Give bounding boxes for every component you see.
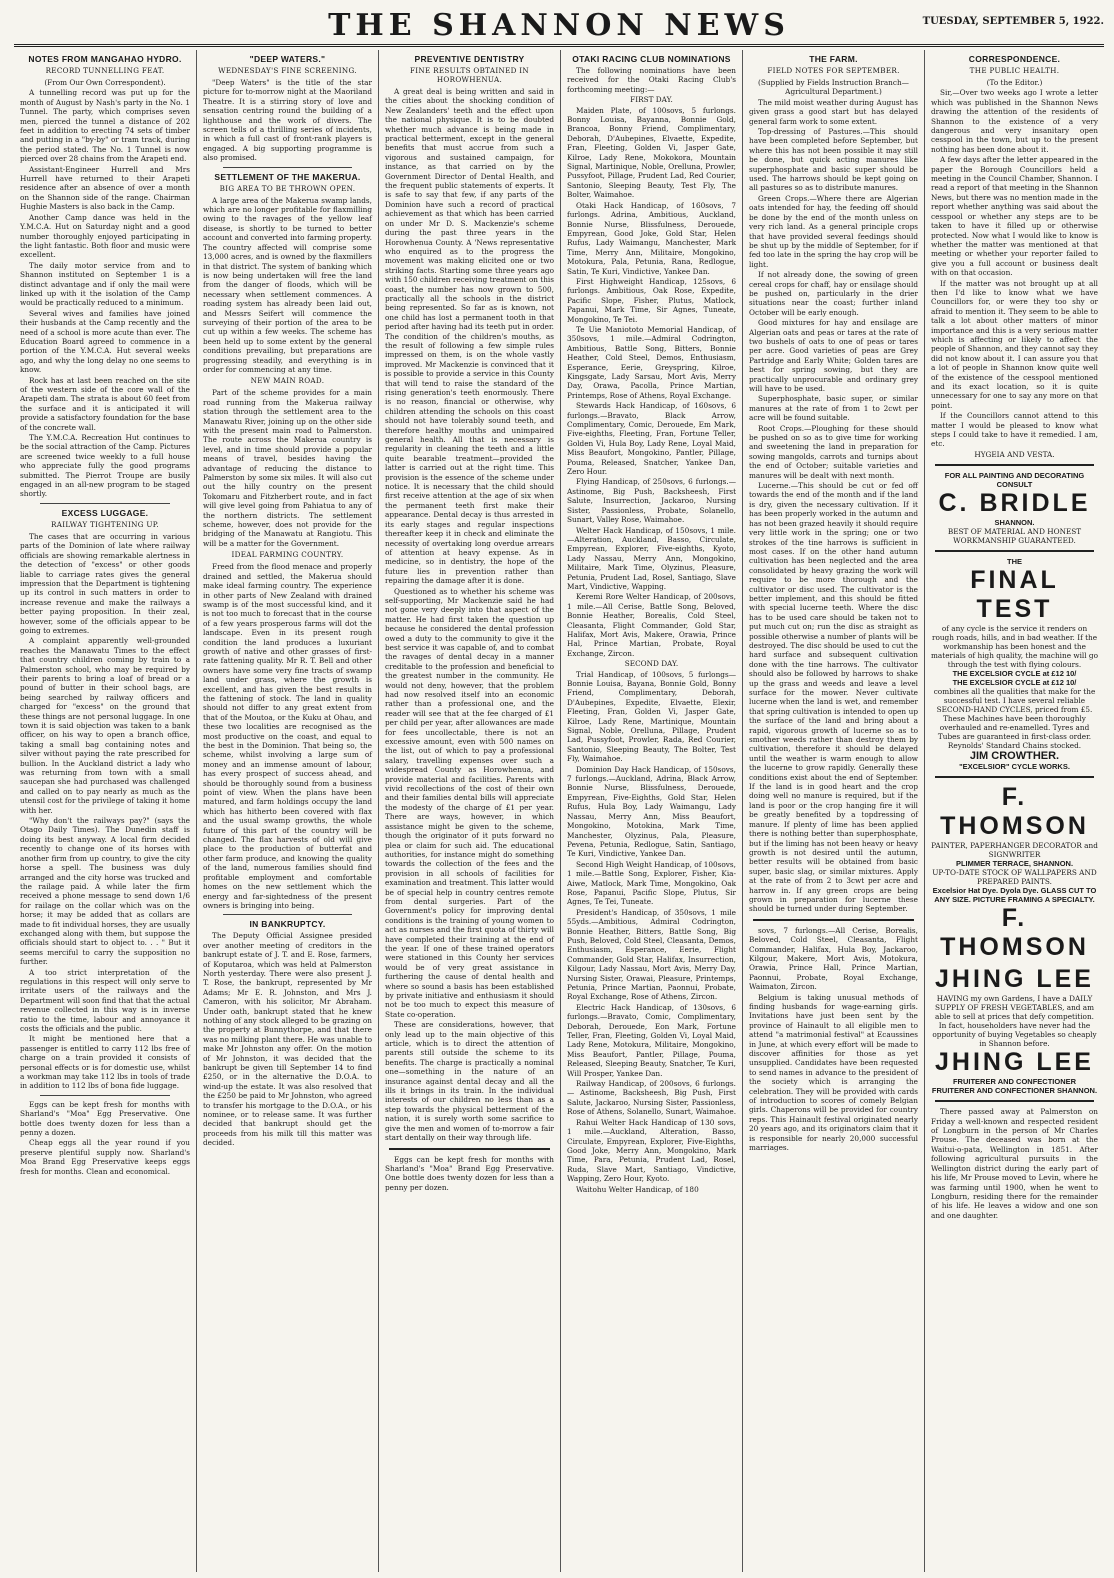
paragraph: Freed from the flood menace and properly drained and settled, the Makerua should make ideal farming country. The experience in other parts of New Zealand with drained swamp is of the most successful kind, and it is not too much to forecast that in the course of a few years prosperous farms will dot the landscape. Even in its present rough condition the land produces a luxuriant growth of native and other grasses of first-rate fattening quality. Mr R. T. Bell and other owners have some very fine tracts of swamp land under grass, where the growth is excellent, and has given the best results in the fattening of stock. The land in quality should not differ to any great extent from that of the Moutoa, or the Kuku at Ohau, and these two localities are recognised as the most productive on the coast, and equal to the best in the Dominion. That being so, the scheme, whilst involving a large sum of money and an immense amount of labour, has every prospect of success ahead, and should be thoroughly sound from a business point of view. When the plans have been matured, and farm holdings occupy the land which has hitherto been covered with flax and the usual swamp growths, the whole future of this part of the country will be changed. The flax harvests of old will give place to the production of butterfat and other farm produce, and knowing the quality of the land, numerous families should find profitable employment and comfortable homes on the new settlement which the energy and far-sightedness of the present owners is bringing into being.: [203, 562, 372, 910]
article-body: [20, 78, 190, 499]
divider: [40, 1095, 170, 1096]
paragraph: The daily motor service from and to Shannon instituted on September 1 is a distinct advantage and if only the mail were linked up with it the isolation of the Camp would be practically reduced to a minimum.: [20, 260, 190, 308]
article-heading: THE FARM.: [809, 54, 858, 64]
issue-date: TUESDAY, SEPTEMBER 5, 1922.: [922, 16, 1104, 27]
divider: [753, 919, 914, 921]
divider: [935, 550, 1094, 552]
advert-name: F. THOMSON: [940, 783, 1089, 841]
paragraph: Cheap eggs all the year round if you preserve plentiful supply now. Sharland's Moa Brand Egg Preservative keeps eggs fresh for months. Clean and economical.: [20, 1138, 190, 1176]
paragraph: Lucerne.—This should be cut or fed off towards the end of the month and if the land is dry, given the necessary cultivation. If it has been properly worked in the autumn and has not been grazed heavily it should require very little work in the spring; one or two strokes of the tine harrows is sufficient in most cases. If on the other hand autumn cultivation has been neglected and the area consolidated by heavy grazing the work will require to be more thorough and the cultivator or disc used. The cultivator is the better implement, and this should be fitted with special lucerne teeth. Where the disc has to be used care should be taken not to put much cut on; run the disc as straight as possible otherwise a number of plants will be destroyed. The disc should be used to cut the hard surface and subsequent cultivation done with the tine harrows. The cultivator should also be followed by harrows to shake up the grass and weeds and leave a level surface for the mower. Never cultivate lucerne when the land is wet, and remember that spring cultivation is intended to open up the surface of the land and bring about a rapid, vigorous growth of lucerne so as to smother weeds rather than destroy them by cultivation, therefore it should be delayed until the weather is warm enough to allow the lucerne to grow rapidly. Generally these conditions exist about the end of September. If the land is in good heart and the crop doing well no manure is required, but if the land is poor or the crop hanging fire it will be greatly benefited by a topdressing of manure. If plenty of lime has been applied there is nothing better than superphosphate, but if the liming has not been heavy or heavy growth is not desired until the autumn, better results will be obtained from basic super, basic slag, or similar mixtures. Apply at the rate of from 2 to 3cwt per acre and harrow in. If any green crops are being grown in preparation for lucerne these should be turned under during September.: [749, 481, 918, 914]
paragraph: Waitohu Welter Handicap, of 180: [576, 1184, 699, 1194]
letter-signature: HYGEIA AND VESTA.: [974, 449, 1055, 459]
article-body: [203, 78, 372, 163]
article-subheading: FIELD NOTES FOR SEPTEMBER.: [767, 66, 900, 75]
paragraph: These are considerations, however, that only lead up to the main objective of this article, which is to direct the attention of parents still outside the scheme to its benefits. The charge is practically a nominal one—something in the nature of an insurance against dental decay and all the ills it brings in its train. In the individual interests of our children no less than as a step towards the physical betterment of the nation, it is surely worth some sacrifice to give the men and women of to-morrow a fair start dentally on their way through life.: [385, 1020, 554, 1143]
column-5: [742, 50, 924, 1572]
paragraph: Otaki Hack Handicap, of 160sovs, 7 furlongs. Adrina, Ambitious, Auckland, Bonnie Nurse, Blissfulness, Derouede, Empyrean, Good Joke, Gold Star, Helen Rufus, Lady Waimangu, Manchester, Mark Time, Merry Ann, Militaire, Mongokino, Motokura, Pala, Petunia, Rana, Redlogue, Satin, Te Kuri, Vindictive, Yankee Dan.: [567, 200, 736, 276]
paragraph: Keremi Rore Welter Handicap, of 200sovs, 1 mile.—All Cerise, Battle Song, Beloved, Bonnie Heather, Borealis, Cold Steel, Cleasanta, Flight Commander, Gold Star, Halifax, Mort Avis, Makere, Orawia, Prince Hal, Prince Martian, Probate, Royal Exchange, Zircon.: [567, 592, 736, 658]
article-body: [203, 562, 372, 910]
paragraph: Belgium is taking unusual methods of finding husbands for wage-earning girls. Invitations have just been sent by the province of Hainault to all eligible men to attend "a matrimonial festival" at Ecaussines in June, at which every effort will be made to discover affinities for those as yet unsupplied. Candidates have been requested to send names in advance to the president of the society which is arranging the celebration. They will be provided with cards of introduction to scores of comely Belgian girls. Chaperons will be provided for country reps. This Hainault festival originated nearly 20 years ago, and its originators claim that it is responsible for nearly 20,000 successful marriages.: [749, 992, 918, 1153]
column-1: [14, 50, 196, 1572]
divider: [223, 914, 352, 915]
advert-text: of any cycle is the service it renders on rough roads, hills, and in bad weather. If the workmanship has been honest and the materials of high quality, the machine will go through the test with flying colours.: [931, 624, 1098, 670]
paragraph: Another Camp dance was held in the Y.M.C.A. Hut on Saturday night and a good number thoroughly enjoyed participating in the light fantastic. Both floor and music were excellent.: [20, 212, 190, 260]
paragraph: The cases that are occurring in various parts of the Dominion of late where railway officials are showing remarkable alertness in the detection of "excess" or other goods liable to carriage rates gives the general impression that the Department is tightening up its control in such matters in order to increase revenue and make the railways a better paying proposition. In their zeal, however, some of the officials appear to be going to extremes.: [20, 531, 190, 635]
paragraph: There passed away at Palmerston on Friday a well-known and respected resident of Longburn in the person of Mr Charles Prouse. The deceased was born at the Waitui-o-pata, Wellington in 1851. After following agricultural pursuits in the Wellington district during the early part of his life, Mr Prouse moved to Levin, where he was farming until 1900, when he went to Longburn, residing there for the remainder of his life. He leaves a widow and one son and one daughter.: [931, 1107, 1098, 1220]
article-heading: IN BANKRUPTCY.: [249, 919, 326, 930]
advert-text: FRUITERER AND CONFECTIONER FRUITERER AND CONFECTIONER SHANNON.: [931, 1077, 1098, 1096]
article-heading: CORRESPONDENCE.: [968, 54, 1061, 64]
article-heading: EXCESS LUGGAGE.: [61, 507, 149, 518]
paragraph: Stewards Hack Handicap, of 160sovs, 6 furlongs.—Bravato, Black Arrow, Complimentary, Comic, Derouede, Em Mark, Five-eighths, Fleeting, Fran, Fortune Teller, Golden Vi, Hula Boy, Lady Rene, Loyal Maid, Miss Beaufort, Mongokino, Pantler, Pillage, Pouma, Released, Snatcher, Yankee Dan, Zero Hour.: [567, 401, 736, 477]
advert-text: THE: [1007, 557, 1022, 567]
advert-text: SHANNON.: [994, 518, 1035, 528]
section-subheading: NEW MAIN ROAD.: [250, 376, 325, 386]
advert-text: PLIMMER TERRACE, SHANNON.: [955, 859, 1074, 869]
divider: [40, 503, 170, 504]
advert-text: combines all the qualities that make for the successful test. I have several reliable SECOND-HAND CYCLES, priced from £5. These Machines have been thoroughly overhauled and re-enamelled. Tyres and Tubes are guaranteed in first-class order. Reynolds' Standard Chains stocked.: [933, 687, 1096, 751]
divider: [389, 1148, 550, 1150]
article-body: [203, 388, 372, 548]
paragraph: Rock has at last been reached on the site of the western side of the core wall of the Arapeti dam. The strata is about 60 feet from the surface and it is anticipated it will provide a satisfactory foundation for the base of the concrete wall.: [20, 375, 190, 432]
paragraph: Assistant-Engineer Hurrell and Mrs Hurrell have returned to their Arapeti residence after an absence of over a month on the Shannon side of the range. Chairman Hughie Masters is also back in the Camp.: [20, 164, 190, 212]
advert-name: JHING LEE: [935, 965, 1094, 994]
column-2: [196, 50, 378, 1572]
paragraph: A few days after the letter appeared in the paper the Borough Councillors held a meeting in the Council Chamber, Shannon. I read a report of that meeting in the Shannon News, but there was no mention made in the report whether anything was said about the cesspool or whether any steps are to be taken to have it filled up or otherwise protected. Now what I would like to know is whether the matter was mentioned at that meeting or whether your reporter failed to give you a full account or business dealt with on that occasion.: [931, 155, 1098, 278]
paragraph: sovs, 7 furlongs.—All Cerise, Borealis, Beloved, Cold Steel, Cleasanta, Flight Commander, Halifax, Hula Boy, Jackaroo, Kilgour, Makere, Mort Avis, Motokura, Orawia, Prince Hall, Prince Martian, Paonnui, Probate, Royal Exchange, Waimaton, Zircon.: [749, 925, 918, 992]
advert-thomson: [931, 783, 1098, 962]
advert-name: JHING LEE: [935, 1048, 1094, 1077]
paragraph: Maiden Plate, of 100sovs, 5 furlongs. Bonny Louisa, Bayanna, Bonnie Gold, Brancoa, Bonny Friend, Complimentary, Deborah, D'Aubepines, Elvaette, Expedite, Fran, Fleeting, Golden Vi, Jasper Gate, Kilroe, Lady Rene, Mokokora, Mountain Signal, Martinique, Noble, Orelluna, Prowler, Pussyfoot, Pillage, Prudent Lad, Red Courier, Santonio, Sleeping Beauty, Test Fly, The Bolter, Waimahoe.: [567, 105, 736, 200]
paragraph: The following nominations have been received for the Otaki Racing Club's forthcoming meeting:—: [567, 66, 736, 94]
article-body: [749, 78, 918, 914]
advert-text: UP-TO-DATE STOCK OF WALLPAPERS AND PREPARED PAINTS.: [932, 868, 1097, 887]
paragraph: (To the Editor.): [986, 78, 1043, 87]
advert-text: THE EXCELSIOR CYCLE at £12 10/: [952, 678, 1077, 688]
paragraph: Rahui Welter Hack Handicap of 130 sovs, 1 mile.—Auckland, Alteration, Basso, Circulate, Empyrean, Explorer, Five-Eighths, Good Joke, Merry Ann, Mongokino, Mark Time, Para, Petunia, Prudent Lad, Rosel, Ruda, Slave Mart, Santiago, Vindictive, Wapping, Zero Hour, Kyoto.: [567, 1117, 736, 1184]
advert-text: Excelsior Hat Dye. Dyola Dye. GLASS CUT TO ANY SIZE. PICTURE FRAMING A SPECIALTY.: [932, 886, 1097, 905]
article-body: [20, 532, 190, 1091]
paragraph: Good mixtures for hay and ensilage are Algerian oats and peas or tares at the rate of two bushels of oats to one of peas or tares per acre. Good varieties of peas are Grey Partridge and Early White; Golden tares are best for spring sowing, but they are practically unprocurable and ordinary grey will have to be used.: [749, 318, 918, 393]
paragraph: "Deep Waters" is the title of the star picture for to-morrow night at the Maoriland Theatre. It is a stirring story of love and sensation centring round the building of a lighthouse and the work of divers. The screen tells of a thrilling series of incidents, in which a full cast of front-rank players is engaged. A big supporting programme is also promised.: [203, 78, 372, 163]
column-4: [560, 50, 742, 1572]
divider: [223, 167, 352, 168]
advert-name: F. THOMSON: [940, 904, 1089, 962]
article-subheading: BIG AREA TO BE THROWN OPEN.: [219, 183, 356, 193]
article-subheading: THE PUBLIC HEALTH.: [969, 66, 1060, 75]
paragraph: First Highweight Handicap, 125sovs, 6 furlongs. Ambitious, Oak Rose, Expedite, Pacific Slope, Fisher, Plutus, Matlock, Papanui, Mark Time, Sir Agnes, Tuneate, Mongokino, Te Tei.: [567, 276, 736, 324]
advert-text: "EXCELSIOR" CYCLE WORKS.: [959, 762, 1070, 772]
article-heading: "DEEP WATERS.": [249, 54, 326, 64]
paragraph: Te Uie Maniototo Memorial Handicap, of 350sovs, 1 mile.—Admiral Codrington, Ambitious, Battle Song, Bitters, Bonnie Heather, Cold Steel, Demos, Enthusiasm, Esperance, Eerie, Greyspring, Kilroe, Kingsgate, Lady Sarsau, Mort Avis, Merry Day, Orawa, Pacolla, Prince Martian, Printemps, Rose of Athens, Royal Exchange.: [567, 324, 736, 400]
advert: [20, 1100, 190, 1176]
article-subheading: FINE RESULTS OBTAINED IN HOROWHENUA.: [410, 66, 529, 84]
paragraph: Green Crops.—Where there are Algerian oats intended for hay, the feeding off should be done by the end of the month unless on very rich land. As a general principle crops that have provided several feedings should be shut up by the middle of September, for if fed too late in the spring the hay crop will be light.: [749, 193, 918, 269]
paragraph: Welter Hack Handicap, of 150sovs, 1 mile.—Alteration, Auckland, Basso, Circulate, Empyrean, Explorer, Five-eighths, Kyoto, Lady Nassau, Merry Ann, Mongokino, Militaire, Mark Time, Olyzinus, Pleasure, Petunia, Prudent Lad, Rosel, Santiago, Slave Mart, Vindictive, Wapping.: [567, 525, 736, 591]
article-heading: PREVENTIVE DENTISTRY: [414, 54, 525, 64]
article-body: [567, 66, 736, 1194]
paragraph: Part of the scheme provides for a main road running from the Makerua railway station through the settlement area to the Manawatu River, joining up on the other side with the present main road to Palmerston. The route across the Makerua country is level, and in time should provide a popular means of travel, besides having the advantage of reducing the distance to Palmerston by some six miles. It will also cut out the hilly country on the present Tokomaru and Fitzherbert route, and in fact will give level going from Pahiatua to any of the northern districts. The settlement scheme, however, does not provide for the bridging of the Manawatu at Rangiotu. This will be a matter for the Government.: [203, 388, 372, 548]
divider: [935, 1100, 1094, 1102]
paragraph: Superphosphate, basic super, or similar manures at the rate of from 1 to 2cwt per acre will be found suitable.: [749, 394, 918, 423]
article-subheading: RAILWAY TIGHTENING UP.: [51, 519, 159, 529]
paragraph: Railway Handicap, of 200sovs, 6 furlongs. — Astinome, Backsheesh, Big Push, First Salute, Jackaroo, Nursing Sister, Passionless, Rose of Athens, Solanello, Sunart, Waimahoe.: [567, 1079, 737, 1117]
paragraph: If the matter was not brought up at all then I'd like to know what we have Councillors for, or were they too shy or afraid to mention it. They seem to be able to talk a lot about other matters of minor importance and this is a very serious matter which is affecting or likely to affect the people of Shannon, and they cannot say they did not know about it. I can assure you that a lot of people in Shannon know quite well of the existence of the cesspool mentioned and its exact location, so it is quite unnecessary for one to say any more on that point.: [931, 278, 1098, 410]
newspaper-title: THE SHANNON NEWS: [328, 8, 790, 43]
paragraph: Flying Handicap, of 250sovs, 6 furlongs.—Astinome, Big Push, Backsheesh, First Salute, Insurrection, Jackaroo, Nursing Sister, Passionless, Probate, Solanello, Sunart, Valley Rose, Waimahoe.: [567, 477, 736, 525]
article-body: [385, 87, 554, 1143]
paragraph: Dominion Day Hack Handicap, of 150sovs, 7 furlongs.—Auckland, Adrina, Black Arrow, Bonnie Nurse, Blissfulness, Derouede, Empyrean, Five-Eighths, Gold Star, Helen Rufus, Hula Boy, Lady Waimangu, Lady Nassau, Merry Ann, Miss Beaufort, Mongokino, Motokina, Mark Time, Manchester, Olyzinus, Pala, Pleasure, Pevena, Petunia, Redlogue, Satin, Santiago, Te Kuri, Vindictive, Yankee Dan.: [567, 764, 736, 859]
article-heading: OTAKI RACING CLUB NOMINATIONS: [572, 54, 731, 64]
paragraph: The Deputy Official Assignee presided over another meeting of creditors in the bankrupt estate of J. T. and E. Rose, farmers, of Koputaroa, which was held at Palmerston North yesterday. There were also present J. T. Rose, the bankrupt, represented by Mr Adams; Mr E. R. Johnston, and Mrs J. Cameron, with his solicitor, Mr Abraham. Under oath, bankrupt stated that he knew nothing of any stock alleged to be grazing on the property at Bunnythorpe, and that there was no milking plant there. He was unable to make Mr Johnston any offer. On the motion of Mr Johnston, it was decided that the bankrupt be given till September 14 to find £250, or in the alternative the D.O.A. to wind-up the estate. It was also resolved that the £250 be paid to Mr Johnston, who agreed to transfer his mortgage to the D.O.A., or his nominee, or to release same. It was further decided that bankrupt should get the proceeds from his milk till this matter was decided.: [203, 931, 372, 1148]
paragraph: "Why don't the railways pay?" (says the Otago Daily Times). The Dunedin staff is doing its best anyway. A local firm decided recently to change one of its horses with another firm from up country, to give the city horse a spell. The business was duly arranged and the city horse was trucked and the railage paid. A while later the firm received a phone message to send down 1/6 for railage on the collar which was on the horse; it may be added that as collars are made to fit individual horses, they are usually exchanged along with them, but suppose the officials should start to object to. . . " But it seems merciful to carry the supposition no further.: [20, 816, 190, 967]
paragraph: A too strict interpretation of the regulations in this respect will only serve to irritate users of the railways and the Department will soon find that that the actual revenue collected in this way is in inverse ratio to the time, labour and annoyance it costs the officials and the public.: [20, 967, 190, 1033]
article-heading: SETTLEMENT OF THE MAKERUA.: [214, 171, 361, 182]
paragraph: Several wives and families have joined their husbands at the Camp recently and the need of a school is more acute than ever. The Education Board agreed to commence in a portion of the Y.M.C.A. Hut several weeks ago, and why the long delay no one seems to know.: [20, 308, 190, 375]
advert-text: PAINTER, PAPERHANGER DECORATOR and SIGNWRITER: [931, 841, 1098, 860]
advert-final-test: [931, 557, 1098, 771]
paragraph: A tunnelling record was put up for the month of August by Nash's party in the No. 1 Tunnel. The party, which comprises seven men, pierced the tunnel a distance of 202 feet in addition to erecting 74 sets of timber and putting in a "by-by" or tram track, during the period stated. The No. 1 Tunnel is now pierced over 28 chains from the Arapeti end.: [20, 88, 190, 164]
newspaper-page: [14, 50, 1104, 1572]
letter-body: [931, 78, 1098, 459]
article-body: [749, 926, 918, 1153]
paragraph: Sir,—Over two weeks ago I wrote a letter which was published in the Shannon News drawing the attention of the residents of Shannon to the existence of a very dangerous and very insanitary open cesspool in the town, but up to the present nothing has been done about it.: [931, 88, 1098, 154]
paragraph: Second High Weight Handicap, of 100sovs, 1 mile.—Battle Song, Explorer, Fisher, Kia-Aiwe, Matlock, Mark Time, Mongokino, Oak Rose, Papanui, Pacific Slope, Plutus, Sir Agnes, Te Tei, Tuneate.: [567, 859, 736, 907]
column-6: [924, 50, 1104, 1572]
divider: [935, 776, 1094, 778]
article-subheading: RECORD TUNNELLING FEAT.: [45, 66, 165, 75]
article-body: [203, 931, 372, 1147]
paragraph: Trial Handicap, of 100sovs, 5 furlongs—Bonnie Louisa, Bayana, Bonnie Gold, Bonny Friend, Complimentary, Deborah, D'Aubepines, Expedite, Elvaette, Elexir, Fleeting, Fran, Golden Vi, Jasper Gate, Kilroe, Lady Rene, Martinique, Mountain Signal, Noble, Orelluna, Pillage, Prudent Lad, Pussyfoot, Prowler, Rada, Red Courier, Santonio, Sleeping Beauty, The Bolter, Test Fly, Waimahoe.: [567, 669, 736, 764]
masthead-rule: [14, 44, 1104, 47]
advert-text: FOR ALL PAINTING AND DECORATING CONSULT: [944, 471, 1085, 490]
advert-name: FINAL TEST: [970, 566, 1059, 624]
paragraph: Top-dressing of Pastures.—This should have been completed before September, but where this has not been possible it may still be done, but quick acting manures like superphosphate and basic super should be used. The harrows should be kept going on all pastures so as to distribute manures.: [749, 127, 918, 193]
section-subheading: IDEAL FARMING COUNTRY.: [231, 550, 344, 560]
advert-text: THE EXCELSIOR CYCLE at £12 10/: [952, 669, 1077, 679]
day-heading: FIRST DAY.: [630, 95, 673, 105]
article-body: [931, 1107, 1098, 1220]
advert-text: HAVING my own Gardens, I have a DAILY SUPPLY OF FRESH VEGETABLES, and am able to sell at prices that defy competition. In fact, householders have never had the opportunity of buying Vegetables so cheaply in Shannon before.: [932, 994, 1097, 1049]
article-body: [203, 196, 372, 375]
advert-name: JIM CROWTHER.: [969, 750, 1060, 763]
paragraph: The mild moist weather during August has given grass a good start but has delayed general farm work to some extent.: [749, 97, 918, 126]
advert-jhing-lee: [931, 965, 1098, 1095]
paragraph: The Y.M.C.A. Recreation Hut continues to be the social attraction of the Camp. Pictures are screened twice weekly to a full house who appreciate fully the good programs submitted. The Pierrot Troupe are busily engaged in an all-new program to be staged shortly.: [20, 433, 190, 499]
divider: [935, 464, 1094, 466]
advert-bridle: [931, 471, 1098, 545]
day-heading: SECOND DAY.: [624, 659, 679, 669]
paragraph: Eggs can be kept fresh for months with Sharland's "Moa" Brand Egg Preservative. One bottle does twenty dozen for less than a penny per dozen.: [385, 1154, 554, 1192]
article-subheading: WEDNESDAY'S FINE SCREENING.: [218, 66, 357, 75]
paragraph: A complaint apparently well-grounded reaches the Manawatu Times to the effect that country children coming by train to a Palmerston school, who may be required by their parents to bring a loaf of bread or a pound of butter in their school bags, are being searched by railway officers and charged for "excess" on the ground that these things are not personal luggage. In one town it is said objection was taken to a bank officer, on his way to open a branch office, taking a small bag containing notes and silver without paying the rate prescribed for bullion. In the Auckland district a lady who was returning from town with a small saucepan she had purchased was challenged and called on to pay nearly as much as the utensil cost for the privilege of taking it home with her.: [20, 636, 190, 815]
advert-name: C. BRIDLE: [938, 489, 1091, 518]
paragraph: (From Our Own Correspondent).: [44, 78, 166, 87]
paragraph: If not already done, the sowing of green cereal crops for chaff, hay or ensilage should be pushed on, particularly in the drier situations near the coast; further inland October will be early enough.: [749, 270, 918, 317]
paragraph: Electric Hack Handicap, of 130sovs, 6 furlongs.—Bravato, Comic, Complimentary, Deborah, Derouede, Eon Mark, Fortune Teller, Fran, Fleeting, Golden Vi, Loyal Maid, Lady Rene, Motokura, Militaire, Mongokino, Miss Beaufort, Pantler, Pillage, Pouma, Released, Sleeping Beauty, Snatcher, Te Kuri, Will Prosper, Yankee Dan.: [567, 1002, 736, 1078]
paragraph: Questioned as to whether his scheme was self-supporting, Mr Mackenzie said he had not gone very deeply into that aspect of the matter. He had first taken the question up because he considered the dental profession owed a duty to the community to give it the best service it was capable of, and to combat the ravages of dental decay in a manner creditable to the profession and beneficial to the greatest number in the community. He would not deny, however, that the problem had now resolved itself into an economic rather than a professional one, and the reader will see that at the fee charged of £1 per child per year, after allowances are made for fees uncollectable, there is not an excessive amount, even with 500 names on the list, out of which to pay a professional salary, travelling expenses over such a widespread County as Horowhenua, and provide material and facilities. Parents with vivid recollections of the cost of their own and their families dental bills will appreciate the modesty of the charge of £1 per year. There are ways, however, in which assistance might be given to the scheme, though the originator of it puts forward no plea or claim for such aid. The educational authorities, for instance might do something towards the collection of the fees and the provision in all schools of facilities for examination and treatment. This latter would be of special help in country centres remote from dental surgeries. Part of the Government's policy for improving dental conditions is the training of young women to act as nurses and the first quota of thirty will have completed their training at the end of the year. If one of these trained operators were stationed in this County her services would be of very great assistance in furthering the cause of dental health and where so sound a basis has been established by private initiative and enthusiasm it should not be too much to expect this measure of State co-operation.: [385, 586, 554, 1019]
paragraph: A great deal is being written and said in the cities about the shocking condition of New Zealanders' teeth and the effect upon the national physique. It is to be doubted whether much advance is being made in practical betterment, except in the general benefits that must accrue from such a vigorous and sustained campaign, for instance, as that carried on by the Government Director of Dental Health, and the frequent public statements of experts. It is safe to say that few, if any parts of the Dominion have such a record of practical achievement as that which has been carried on under Mr D. S. Mackenzie's scheme during the past three years in the Horowhenua County. A 'News representative who enquired as to the progress the movement was making elicited one or two striking facts. Starting some three years ago with 150 children receiving treatment on this coast, the number has now grown to 500, practically all the schools in the district being represented. So far as is known, not one child has lost a permanent tooth in that period after having had its teeth put in order. The condition of the children's mouths, as the result of following a few simple rules impressed on them, is on the whole vastly improved. Mr Mackenzie is convinced that it is possible to provide a service in this County that will tend to raise the standard of the rising generation's teeth enormously. There is no reason, financial or otherwise, why children attending the schools on this coast should not have tolerably sound teeth, and therefore healthy mouths and unimpaired general health. All that is necessary is regularity in cleaning the teeth and a little quite bearable treatment—provided the latter is carried out at the right time. This provision is the essence of the scheme under notice. It is necessary that the child should first receive attention at the age of six when the permanent teeth first make their appearance. Dental decay is thus arrested in its early stages and regular inspections thereafter keep it in check and eliminate the necessity of overtaking long overdue arrears of attention at heavy expense. As in medicine, so in dentistry, the hope of the future lies in prevention rather than repairing the damage after it is done.: [385, 87, 554, 586]
paragraph: A large area of the Makerua swamp lands, which are no longer profitable for flaxmilling owing to the ravages of the yellow leaf disease, is shortly to be turned to better account and converted into farming property. The country affected will comprise some 13,000 acres, and is owned by the flaxmillers in that district. The system of banking which is now being undertaken will free the land from the danger of floods, which will be necessary when settlement commences. A roading system has already been laid out, and Messrs Seifert will commence the surveying of their portion of the area to be cut up within a few weeks. The scheme has been held up to some extent by the general conditions prevailing, but preparations are progressing steadily, and everything is in order for commencing at any time.: [203, 195, 372, 374]
paragraph: It might be mentioned here that a passenger is entitled to carry 112 lbs free of charge on a train provided it consists of personal effects or is for domestic use, whilst a workman may take 112 lbs in tools of trade in addition to 112 lbs of bona fide luggage.: [20, 1034, 190, 1091]
paragraph: President's Handicap, of 350sovs, 1 mile 55yds.—Ambitious, Admiral Codrington, Bonnie Heather, Bitters, Battle Song, Big Push, Beloved, Cold Steel, Cleasanta, Demos, Enthusiasm, Esperance, Eerie, Flight Commander, Gold Star, Halifax, Insurrection, Kilgour, Lady Nassau, Mort Avis, Merry Day, Nursing Sister, Orawai, Pleasure, Printemps, Petunia, Prince Martian, Paonnui, Probate, Royal Exchange, Rose of Athens, Zircon.: [567, 907, 736, 1002]
paragraph: (Supplied by Fields Instruction Branch—Agricultural Department.): [758, 78, 909, 97]
column-3: [378, 50, 560, 1572]
article-heading: NOTES FROM MANGAHAO HYDRO.: [28, 54, 182, 64]
paragraph: Eggs can be kept fresh for months with Sharland's "Moa" Egg Preservative. One bottle does twenty dozen for less than a penny a dozen.: [20, 1099, 190, 1138]
advert-text: BEST OF MATERIAL AND HONEST WORKMANSHIP GUARANTEED.: [947, 527, 1082, 546]
masthead: [14, 6, 1104, 46]
advert: [385, 1155, 554, 1193]
paragraph: Root Crops.—Ploughing for these should be pushed on so as to give time for working and sweetening the land in preparation for sowing mangolds, carrots and turnips about the end of October; suitable varieties and manures will be dealt with next month.: [749, 423, 918, 480]
paragraph: If the Councillors cannot attend to this matter I would be pleased to know what steps I could take to have it remedied. I am, etc.: [931, 411, 1098, 449]
